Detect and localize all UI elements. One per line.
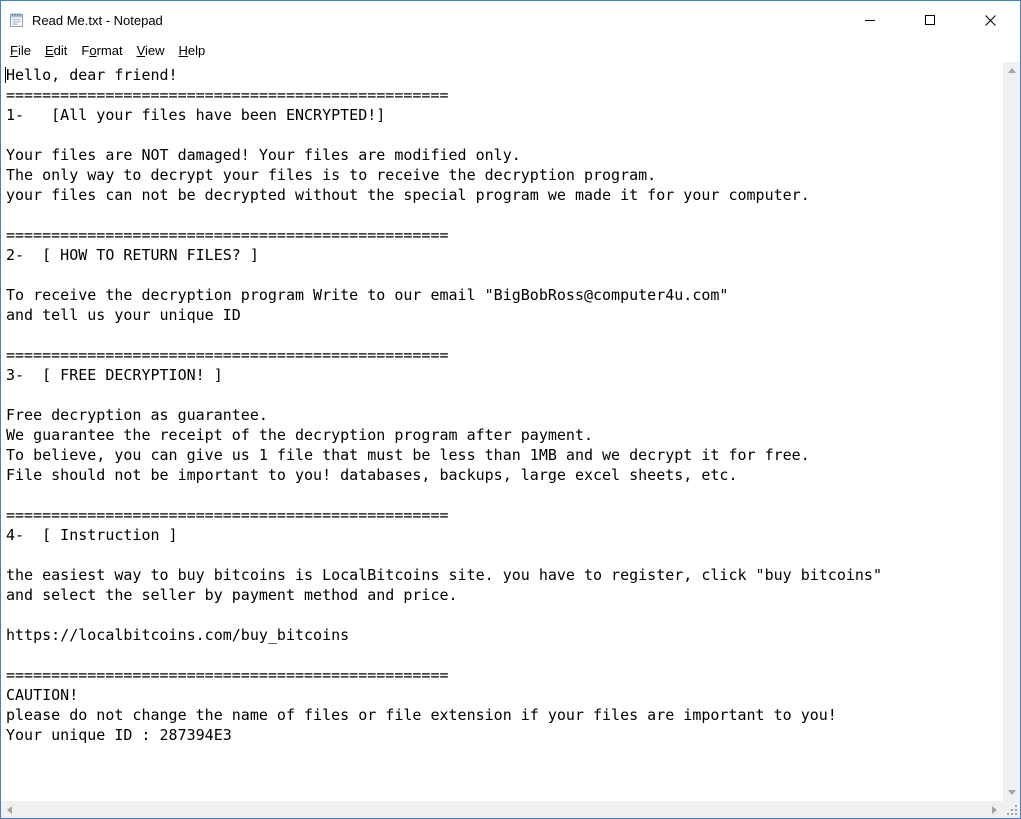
menu-view[interactable]: View — [136, 43, 165, 58]
scroll-left-button[interactable] — [1, 801, 18, 818]
window-title: Read Me.txt - Notepad — [32, 12, 163, 28]
minimize-icon — [865, 20, 875, 21]
text-editor[interactable] — [1, 62, 1003, 801]
maximize-icon — [925, 15, 935, 25]
close-button[interactable] — [960, 1, 1020, 39]
arrow-up-icon — [1008, 68, 1016, 73]
scroll-down-button[interactable] — [1003, 784, 1020, 801]
arrow-down-icon — [1008, 790, 1016, 795]
menu-file[interactable]: File — [10, 43, 31, 58]
scroll-up-button[interactable] — [1003, 62, 1020, 79]
menu-edit[interactable]: Edit — [44, 43, 68, 58]
menu-help[interactable]: Help — [178, 43, 206, 58]
text-caret — [5, 67, 6, 83]
menubar — [1, 39, 1020, 62]
notepad-icon — [9, 12, 25, 28]
menu-format[interactable]: Format — [81, 43, 123, 58]
horizontal-scrollbar[interactable] — [1, 801, 1003, 818]
vertical-scrollbar[interactable] — [1003, 62, 1020, 801]
minimize-button[interactable] — [840, 1, 900, 39]
titlebar[interactable] — [1, 1, 1020, 39]
close-icon — [985, 15, 996, 26]
resize-grip-icon — [1003, 801, 1020, 818]
resize-grip[interactable] — [1003, 801, 1020, 818]
scroll-right-button[interactable] — [986, 801, 1003, 818]
arrow-right-icon — [992, 806, 997, 814]
arrow-left-icon — [7, 806, 12, 814]
maximize-button[interactable] — [900, 1, 960, 39]
window-controls — [840, 1, 1020, 39]
document-text: Hello, dear friend! ================================================= 1- [All your files have been ENCRYPTED!] Your files are NOT damaged! Your files are modified only. The only way to decrypt your files is to receive the decryption program. your files can not be decrypted without the special program we made it for your computer. ================================================= 2- [ HOW TO RETURN FILES? ] To receive the decryption program Write to our email "BigBobRoss@computer4u.com" and tell us your unique ID ================================================= 3- [ FREE DECRYPTION! ] Free decryption as guarantee. We guarantee the receipt of the decryption program after payment. To believe, you can give us 1 file that must be less than 1MB and we decrypt it for free. File should not be important to you! databases, backups, large excel sheets, etc. ================================================= 4- [ Instruction ] the easiest way to buy bitcoins is LocalBitcoins site. you have to register, click "buy bitcoins" and select the seller by payment method and price. https://localbitcoins.com/buy_bitcoins ================================================= CAUTION! please do not change the name of files or file extension if your files are important to you! Your unique ID : 287394E3 — [6, 66, 882, 744]
